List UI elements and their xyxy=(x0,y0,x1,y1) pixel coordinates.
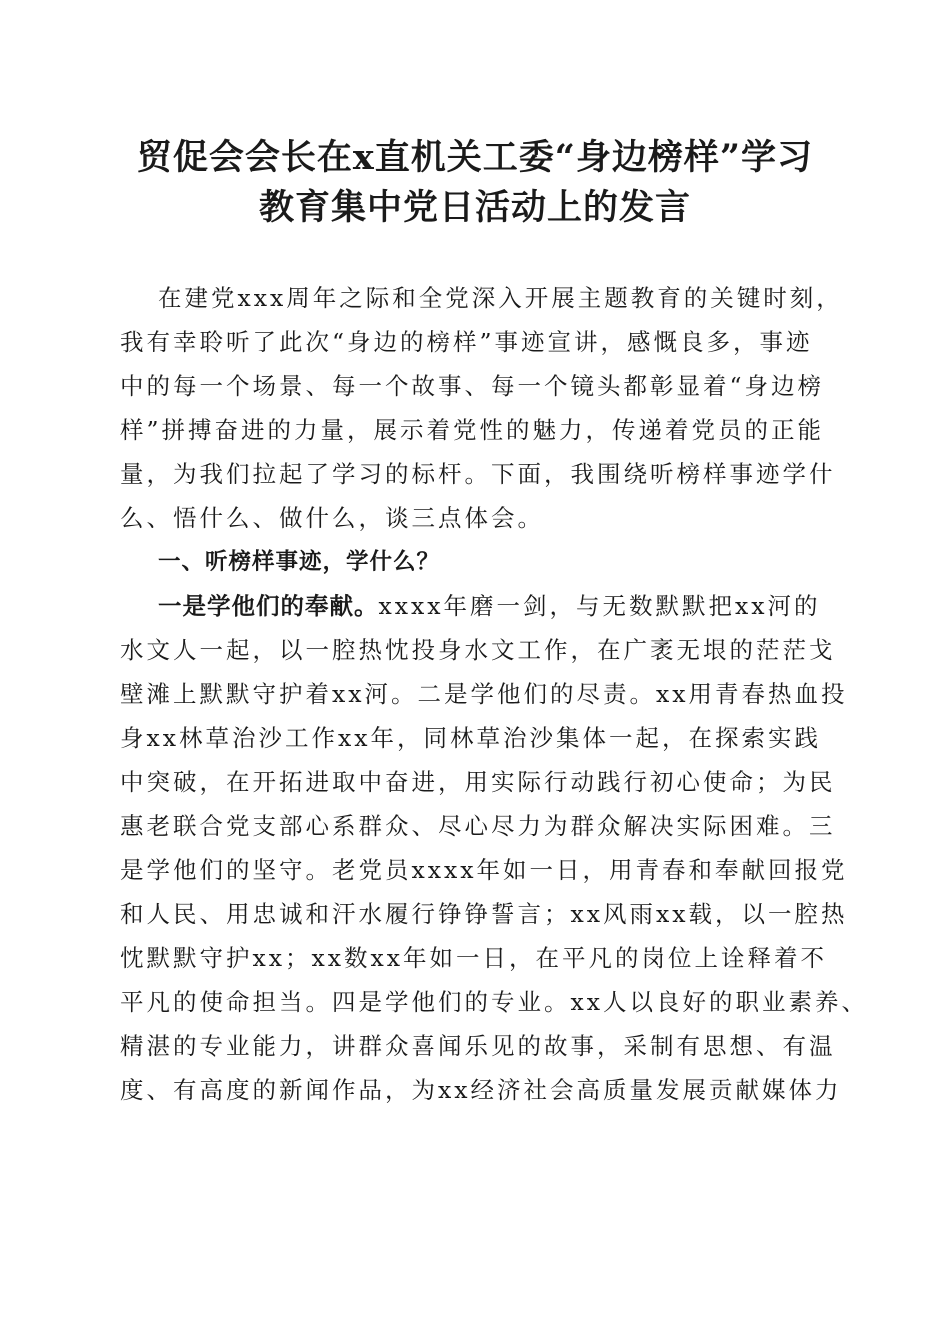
section-heading: 一、听榜样事迹，学什么？ xyxy=(158,549,441,575)
paragraph-2-line-5: 中突破，在开拓进取中奋进，用实际行动践行初心使命；为民 xyxy=(120,768,836,796)
paragraph-2-first-rest: xxxx年磨一剑，与无数默默把xx河的 xyxy=(378,592,821,620)
paragraph-2-line-3: 壁滩上默默守护着xx河。二是学他们的尽责。xx用青春热血投 xyxy=(120,680,848,708)
paragraph-2-line-9: 忱默默守护xx；xx数xx年如一日，在平凡的岗位上诠释着不 xyxy=(120,944,828,972)
paragraph-1-line-3: 中的每一个场景、每一个故事、每一个镜头都彰显着“身边榜 xyxy=(120,372,825,400)
paragraph-2-line-11: 精湛的专业能力，讲群众喜闻乐见的故事，采制有思想、有温 xyxy=(120,1032,836,1060)
paragraph-1-line-6: 么、悟什么、做什么，谈三点体会。 xyxy=(120,504,544,532)
document-title-line-1: 贸促会会长在x直机关工委“身边榜样”学习 xyxy=(136,137,814,178)
paragraph-1-line-2: 我有幸聆听了此次“身边的榜样”事迹宣讲，感慨良多，事迹 xyxy=(120,328,813,356)
paragraph-1-line-5: 量，为我们拉起了学习的标杆。下面，我围绕听榜样事迹学什 xyxy=(120,460,836,488)
paragraph-2-line-7: 是学他们的坚守。老党员xxxx年如一日，用青春和奉献回报党 xyxy=(120,856,848,884)
paragraph-2-line-12: 度、有高度的新闻作品，为xx经济社会高质量发展贡献媒体力 xyxy=(120,1076,842,1104)
paragraph-2-lead: 一是学他们的奉献。 xyxy=(158,592,379,620)
paragraph-1-line-1: 在建党xxx周年之际和全党深入开展主题教育的关键时刻， xyxy=(158,284,843,312)
paragraph-2-line-4: 身xx林草治沙工作xx年，同林草治沙集体一起，在探索实践 xyxy=(120,724,822,752)
paragraph-2-line-1 xyxy=(120,584,878,628)
paragraph-2-line-8: 和人民、用忠诚和汗水履行铮铮誓言；xx风雨xx载，以一腔热 xyxy=(120,900,848,928)
paragraph-1-line-4: 样”拼搏奋进的力量，展示着党性的魅力，传递着党员的正能 xyxy=(120,416,825,444)
document-title-line-2: 教育集中党日活动上的发言 xyxy=(258,187,691,228)
paragraph-2-line-10: 平凡的使命担当。四是学他们的专业。xx人以良好的职业素养、 xyxy=(120,988,869,1016)
paragraph-2-line-2: 水文人一起，以一腔热忱投身水文工作，在广袤无垠的茫茫戈 xyxy=(120,636,836,664)
paragraph-2-line-6: 惠老联合党支部心系群众、尽心尽力为群众解决实际困难。三 xyxy=(120,812,836,840)
